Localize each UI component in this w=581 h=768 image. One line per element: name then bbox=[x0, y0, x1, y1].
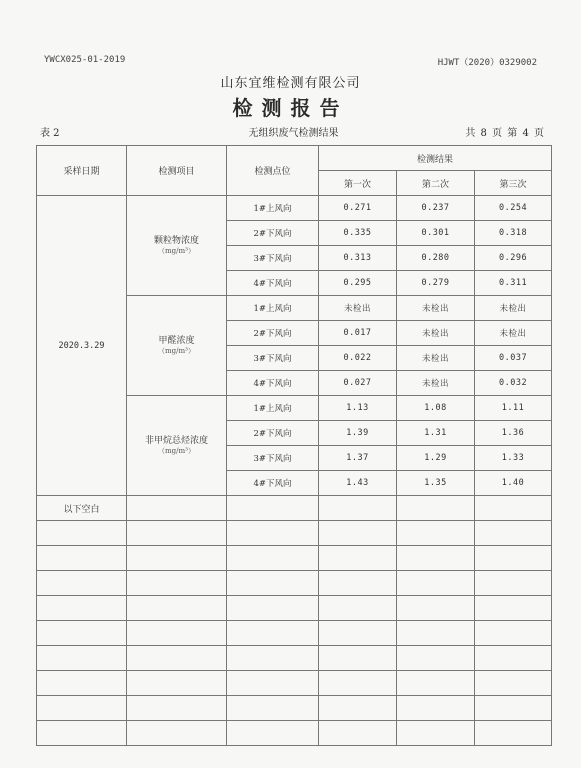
empty-cell bbox=[37, 721, 127, 746]
empty-cell bbox=[127, 496, 227, 521]
empty-cell bbox=[37, 521, 127, 546]
value-cell: 0.313 bbox=[319, 246, 397, 271]
point-cell: 3#下风向 bbox=[227, 346, 319, 371]
value-cell: 未检出 bbox=[475, 321, 552, 346]
empty-cell bbox=[475, 721, 552, 746]
value-cell: 1.11 bbox=[475, 396, 552, 421]
empty-cell bbox=[127, 671, 227, 696]
empty-cell bbox=[319, 721, 397, 746]
empty-cell bbox=[37, 646, 127, 671]
empty-cell bbox=[319, 696, 397, 721]
empty-cell bbox=[227, 696, 319, 721]
empty-row bbox=[37, 546, 552, 571]
value-cell: 1.29 bbox=[397, 446, 475, 471]
empty-cell bbox=[397, 646, 475, 671]
empty-row bbox=[37, 721, 552, 746]
table-subtitle: 无组织废气检测结果 bbox=[248, 128, 339, 139]
value-cell: 1.13 bbox=[319, 396, 397, 421]
empty-cell bbox=[127, 621, 227, 646]
empty-cell bbox=[319, 646, 397, 671]
empty-cell bbox=[397, 721, 475, 746]
empty-cell bbox=[37, 621, 127, 646]
empty-cell bbox=[319, 671, 397, 696]
value-cell: 0.254 bbox=[475, 196, 552, 221]
value-cell: 未检出 bbox=[397, 321, 475, 346]
header-item: 检测项目 bbox=[127, 146, 227, 196]
empty-cell bbox=[37, 696, 127, 721]
empty-cell bbox=[127, 521, 227, 546]
empty-cell bbox=[397, 596, 475, 621]
parameter-name: 非甲烷总烃浓度 bbox=[144, 435, 208, 446]
document-code: YWCX025-01-2019 bbox=[44, 55, 126, 65]
value-cell: 未检出 bbox=[475, 296, 552, 321]
empty-cell bbox=[397, 671, 475, 696]
point-cell: 1#上风向 bbox=[227, 196, 319, 221]
results-table bbox=[36, 145, 552, 746]
parameter-name: 颗粒物浓度 bbox=[153, 235, 199, 246]
header-run-1: 第一次 bbox=[319, 171, 397, 196]
empty-cell bbox=[475, 546, 552, 571]
empty-cell bbox=[475, 646, 552, 671]
header-run-3: 第三次 bbox=[475, 171, 552, 196]
value-cell: 1.08 bbox=[397, 396, 475, 421]
empty-row bbox=[37, 621, 552, 646]
value-cell: 0.271 bbox=[319, 196, 397, 221]
report-number: HJWT（2020）0329002 bbox=[437, 58, 537, 68]
empty-cell bbox=[397, 521, 475, 546]
empty-cell bbox=[227, 596, 319, 621]
point-cell: 2#下风向 bbox=[227, 421, 319, 446]
value-cell: 0.318 bbox=[475, 221, 552, 246]
empty-cell bbox=[227, 671, 319, 696]
table-meta bbox=[36, 124, 551, 140]
point-cell: 4#下风向 bbox=[227, 371, 319, 396]
empty-cell bbox=[227, 521, 319, 546]
value-cell: 1.35 bbox=[397, 471, 475, 496]
parameter-unit: （mg/m³） bbox=[158, 346, 195, 355]
point-cell: 2#下风向 bbox=[227, 321, 319, 346]
empty-cell bbox=[227, 646, 319, 671]
empty-cell bbox=[475, 496, 552, 521]
value-cell: 0.017 bbox=[319, 321, 397, 346]
value-cell: 0.311 bbox=[475, 271, 552, 296]
parameter-cell bbox=[127, 396, 227, 496]
value-cell: 未检出 bbox=[397, 346, 475, 371]
point-cell: 1#上风向 bbox=[227, 396, 319, 421]
empty-cell bbox=[475, 571, 552, 596]
empty-cell bbox=[397, 571, 475, 596]
empty-cell bbox=[475, 596, 552, 621]
empty-cell bbox=[37, 671, 127, 696]
value-cell: 0.237 bbox=[397, 196, 475, 221]
header-point: 检测点位 bbox=[227, 146, 319, 196]
point-cell: 3#下风向 bbox=[227, 446, 319, 471]
empty-cell bbox=[319, 571, 397, 596]
header-date: 采样日期 bbox=[37, 146, 127, 196]
table-label: 表 2 bbox=[40, 128, 60, 139]
empty-cell bbox=[37, 596, 127, 621]
value-cell: 0.279 bbox=[397, 271, 475, 296]
empty-cell bbox=[127, 596, 227, 621]
blank-note: 以下空白 bbox=[37, 496, 127, 521]
page-indicator: 共 8 页 第 4 页 bbox=[465, 128, 545, 139]
value-cell: 1.39 bbox=[319, 421, 397, 446]
empty-row bbox=[37, 646, 552, 671]
parameter-cell bbox=[127, 196, 227, 296]
value-cell: 未检出 bbox=[397, 296, 475, 321]
table-header-row bbox=[37, 146, 552, 171]
value-cell: 0.295 bbox=[319, 271, 397, 296]
header-run-2: 第二次 bbox=[397, 171, 475, 196]
empty-cell bbox=[127, 571, 227, 596]
empty-cell bbox=[319, 496, 397, 521]
point-cell: 4#下风向 bbox=[227, 271, 319, 296]
empty-cell bbox=[127, 646, 227, 671]
empty-cell bbox=[227, 496, 319, 521]
empty-cell bbox=[227, 621, 319, 646]
value-cell: 0.037 bbox=[475, 346, 552, 371]
empty-cell bbox=[127, 546, 227, 571]
empty-cell bbox=[397, 621, 475, 646]
empty-row bbox=[37, 521, 552, 546]
empty-cell bbox=[319, 621, 397, 646]
point-cell: 2#下风向 bbox=[227, 221, 319, 246]
point-cell: 3#下风向 bbox=[227, 246, 319, 271]
empty-cell bbox=[397, 696, 475, 721]
empty-cell bbox=[475, 521, 552, 546]
empty-row bbox=[37, 671, 552, 696]
empty-cell bbox=[319, 521, 397, 546]
empty-cell bbox=[37, 546, 127, 571]
empty-cell bbox=[397, 546, 475, 571]
empty-cell bbox=[127, 721, 227, 746]
empty-cell bbox=[397, 496, 475, 521]
empty-cell bbox=[475, 671, 552, 696]
empty-cell bbox=[127, 696, 227, 721]
empty-cell bbox=[319, 596, 397, 621]
parameter-cell bbox=[127, 296, 227, 396]
parameter-unit: （mg/m³） bbox=[158, 446, 195, 455]
value-cell: 0.296 bbox=[475, 246, 552, 271]
value-cell: 0.280 bbox=[397, 246, 475, 271]
point-cell: 4#下风向 bbox=[227, 471, 319, 496]
empty-cell bbox=[227, 571, 319, 596]
parameter-unit: （mg/m³） bbox=[158, 246, 195, 255]
value-cell: 0.335 bbox=[319, 221, 397, 246]
value-cell: 1.40 bbox=[475, 471, 552, 496]
report-title: 检测报告 bbox=[232, 96, 349, 120]
value-cell: 未检出 bbox=[397, 371, 475, 396]
sampling-date: 2020.3.29 bbox=[37, 196, 127, 496]
value-cell: 0.022 bbox=[319, 346, 397, 371]
value-cell: 0.027 bbox=[319, 371, 397, 396]
value-cell: 1.31 bbox=[397, 421, 475, 446]
empty-row bbox=[37, 696, 552, 721]
value-cell: 1.33 bbox=[475, 446, 552, 471]
value-cell: 未检出 bbox=[319, 296, 397, 321]
empty-row bbox=[37, 571, 552, 596]
empty-cell bbox=[475, 621, 552, 646]
table-row bbox=[37, 496, 552, 521]
empty-cell bbox=[475, 696, 552, 721]
value-cell: 0.032 bbox=[475, 371, 552, 396]
value-cell: 1.36 bbox=[475, 421, 552, 446]
empty-row bbox=[37, 596, 552, 621]
empty-cell bbox=[227, 721, 319, 746]
value-cell: 1.37 bbox=[319, 446, 397, 471]
empty-cell bbox=[37, 571, 127, 596]
company-name: 山东宜维检测有限公司 bbox=[220, 76, 361, 91]
point-cell: 1#上风向 bbox=[227, 296, 319, 321]
header-results: 检测结果 bbox=[319, 146, 552, 171]
parameter-name: 甲醛浓度 bbox=[158, 335, 195, 346]
empty-cell bbox=[227, 546, 319, 571]
value-cell: 1.43 bbox=[319, 471, 397, 496]
empty-cell bbox=[319, 546, 397, 571]
table-row bbox=[37, 196, 552, 221]
value-cell: 0.301 bbox=[397, 221, 475, 246]
